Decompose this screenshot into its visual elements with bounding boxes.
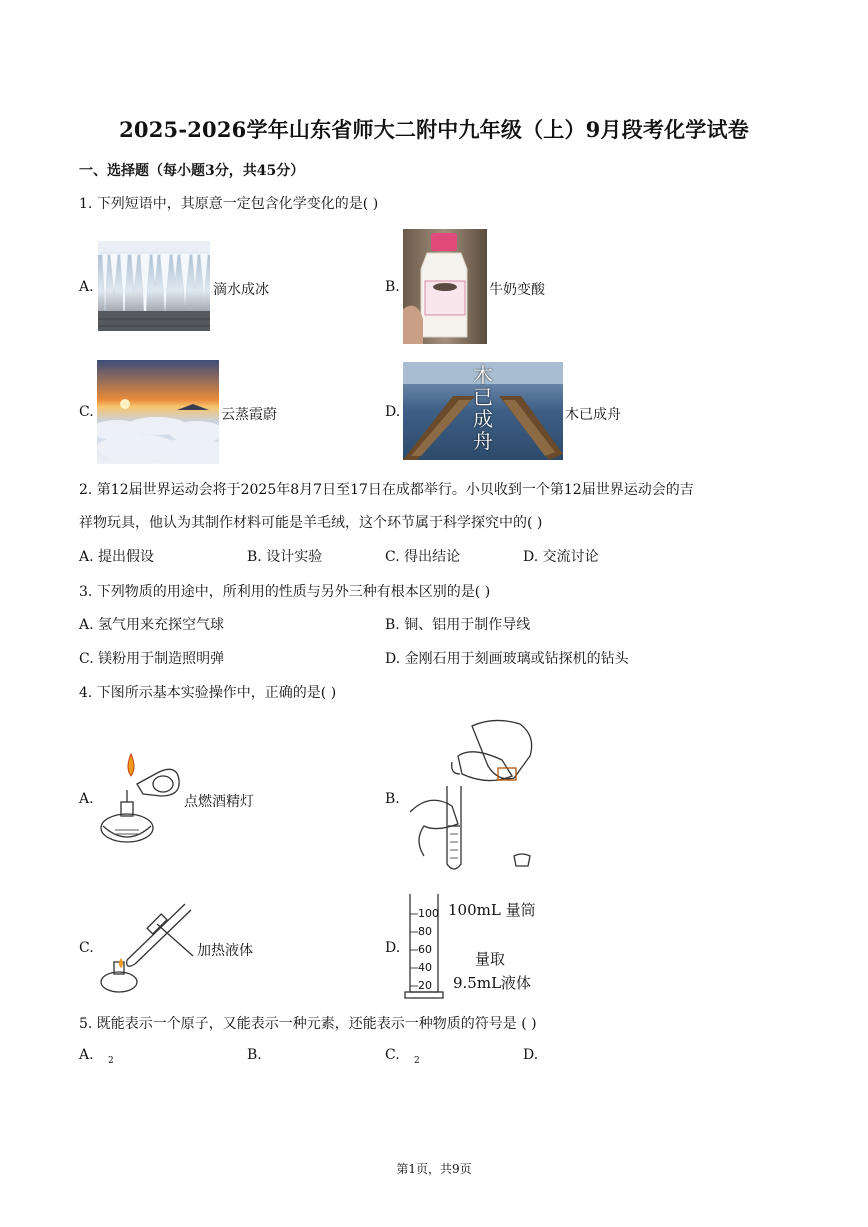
q3-option-c: C. 镁粉用于制造照明弹 — [79, 651, 225, 667]
question-2-stem-line1: 2. 第12届世界运动会将于2025年8月7日至17日在成都举行。小贝收到一个第12届世界运动会的吉 — [79, 482, 694, 498]
milk-bottle-image — [403, 229, 487, 344]
q2-option-c: C. 得出结论 — [385, 549, 461, 565]
q2-option-d: D. 交流讨论 — [523, 549, 599, 565]
q2-option-b: B. 设计实验 — [247, 549, 323, 565]
q1-option-a-caption: 滴水成冰 — [213, 282, 269, 298]
cylinder-label: 100mL 量筒 — [448, 901, 536, 919]
q3-option-a: A. 氢气用来充探空气球 — [79, 617, 225, 633]
q4-option-c-caption: 加热液体 — [197, 943, 253, 959]
cylinder-tick: 80 — [418, 925, 432, 938]
icicles-icon — [98, 241, 210, 331]
q5-option-a-letter: A. — [79, 1047, 94, 1063]
q4-option-a-letter: A. — [79, 791, 94, 807]
q1-option-d-caption: 木已成舟 — [565, 407, 621, 423]
question-5-stem: 5. 既能表示一个原子，又能表示一种元素，还能表示一种物质的符号是 ( ) — [79, 1016, 537, 1032]
milk-bottle-icon — [403, 229, 487, 344]
heating-liquid-icon — [97, 896, 195, 996]
cylinder-tick: 40 — [418, 961, 432, 974]
page-title: 2025-2026学年山东省师大二附中九年级（上）9月段考化学试卷 — [119, 117, 749, 142]
sea-of-clouds-image — [97, 360, 219, 464]
q1-option-d-letter: D. — [385, 404, 401, 420]
q1-option-b-letter: B. — [385, 279, 400, 295]
q3-option-d: D. 金刚石用于刻画玻璃或钻探机的钻头 — [385, 651, 629, 667]
clouds-icon — [97, 360, 219, 464]
q1-option-b-caption: 牛奶变酸 — [489, 282, 545, 298]
q2-option-a: A. 提出假设 — [79, 549, 155, 565]
q5-option-d-letter: D. — [523, 1047, 539, 1063]
cylinder-scale — [418, 905, 439, 995]
boats-image — [403, 362, 563, 460]
lamp-lighting-icon — [97, 750, 183, 846]
pouring-liquid-icon — [402, 716, 542, 878]
boat-image-overlay-text: 木已成舟 — [473, 363, 493, 453]
cylinder-tick: 100 — [418, 907, 439, 920]
q1-option-c-caption: 云蒸霞蔚 — [221, 407, 277, 423]
q5-option-c-subscript: 2 — [414, 1056, 420, 1066]
q1-option-a-letter: A. — [79, 279, 94, 295]
cylinder-note-line2: 9.5mL液体 — [453, 974, 532, 992]
q4-option-c-letter: C. — [79, 940, 94, 956]
q5-option-a-subscript: 2 — [108, 1056, 114, 1066]
question-1-stem: 1. 下列短语中，其原意一定包含化学变化的是( ) — [79, 196, 379, 212]
page-footer: 第1页，共9页 — [396, 1162, 472, 1176]
question-2-stem-line2: 祥物玩具，他认为其制作材料可能是羊毛绒，这个环节属于科学探究中的( ) — [79, 515, 543, 531]
q1-option-c-letter: C. — [79, 404, 94, 420]
cylinder-tick: 60 — [418, 943, 432, 956]
cylinder-note-line1: 量取 — [475, 950, 506, 968]
question-3-stem: 3. 下列物质的用途中，所利用的性质与另外三种有根本区别的是( ) — [79, 584, 491, 600]
q5-option-b-letter: B. — [247, 1047, 262, 1063]
q3-option-b: B. 铜、铝用于制作导线 — [385, 617, 531, 633]
q5-option-c-letter: C. — [385, 1047, 400, 1063]
q4-option-a-caption: 点燃酒精灯 — [184, 794, 254, 810]
section-heading: 一、选择题（每小题3分，共45分） — [79, 163, 305, 179]
question-4-stem: 4. 下图所示基本实验操作中，正确的是( ) — [79, 685, 337, 701]
q4-option-b-letter: B. — [385, 791, 400, 807]
q4-option-d-letter: D. — [385, 940, 401, 956]
icicle-image — [98, 241, 210, 331]
cylinder-tick: 20 — [418, 979, 432, 992]
